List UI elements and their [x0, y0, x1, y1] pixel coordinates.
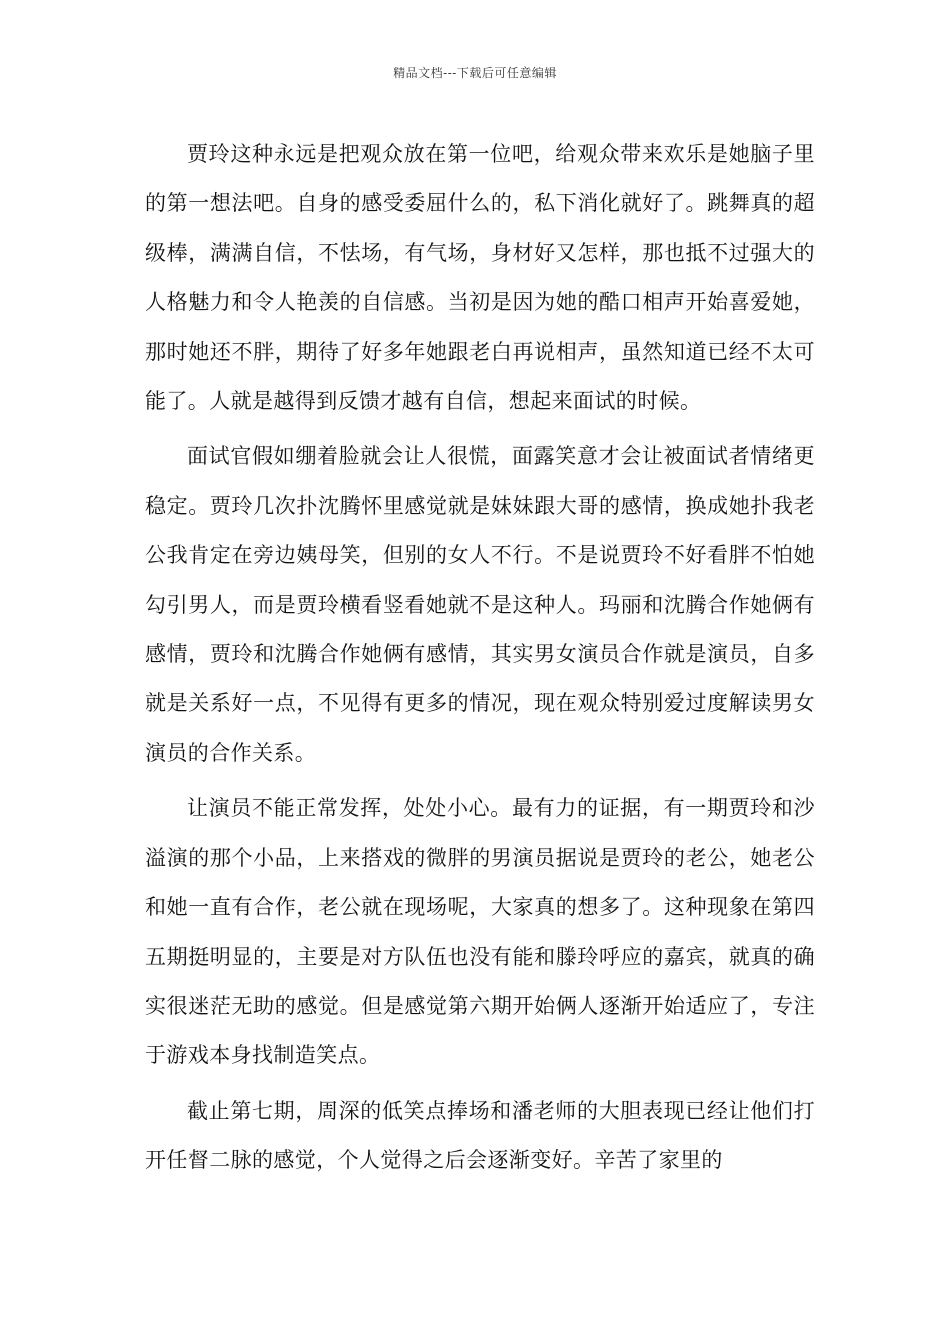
- paragraph-1: 贾玲这种永远是把观众放在第一位吧，给观众带来欢乐是她脑子里的第一想法吧。自身的感受委屈什么的，私下消化就好了。跳舞真的超级棒，满满自信，不怯场，有气场，身材好又怎样，那也抵不过强大的人格魅力和令人艳羡的自信感。当初是因为她的酷口相声开始喜爱她，那时她还不胖，期待了好多年她跟老白再说相声，虽然知道已经不太可能了。人就是越得到反馈才越有自信，想起来面试的时候。: [145, 142, 815, 414]
- page-header: 精品文档---下载后可任意编辑: [393, 66, 557, 80]
- paragraph-3: 让演员不能正常发挥，处处小心。最有力的证据，有一期贾玲和沙溢演的那个小品，上来搭戏的微胖的男演员据说是贾玲的老公，她老公和她一直有合作，老公就在现场呢，大家真的想多了。这种现象在第四五期挺明显的，主要是对方队伍也没有能和滕玲呼应的嘉宾，就真的确实很迷茫无助的感觉。但是感觉第六期开始俩人逐渐开始适应了，专注于游戏本身找制造笑点。: [145, 796, 815, 1068]
- paragraph-2: 面试官假如绷着脸就会让人很慌，面露笑意才会让被面试者情绪更稳定。贾玲几次扑沈腾怀里感觉就是妹妹跟大哥的感情，换成她扑我老公我肯定在旁边姨母笑，但别的女人不行。不是说贾玲不好看胖不怕她勾引男人，而是贾玲横看竖看她就不是这种人。玛丽和沈腾合作她俩有感情，贾玲和沈腾合作她俩有感情，其实男女演员合作就是演员，自多就是关系好一点，不见得有更多的情况，现在观众特别爱过度解读男女演员的合作关系。: [145, 444, 815, 765]
- document-body: [145, 130, 815, 1192]
- paragraph-4: 截止第七期，周深的低笑点捧场和潘老师的大胆表现已经让他们打开任督二脉的感觉，个人觉得之后会逐渐变好。辛苦了家里的: [145, 1098, 815, 1173]
